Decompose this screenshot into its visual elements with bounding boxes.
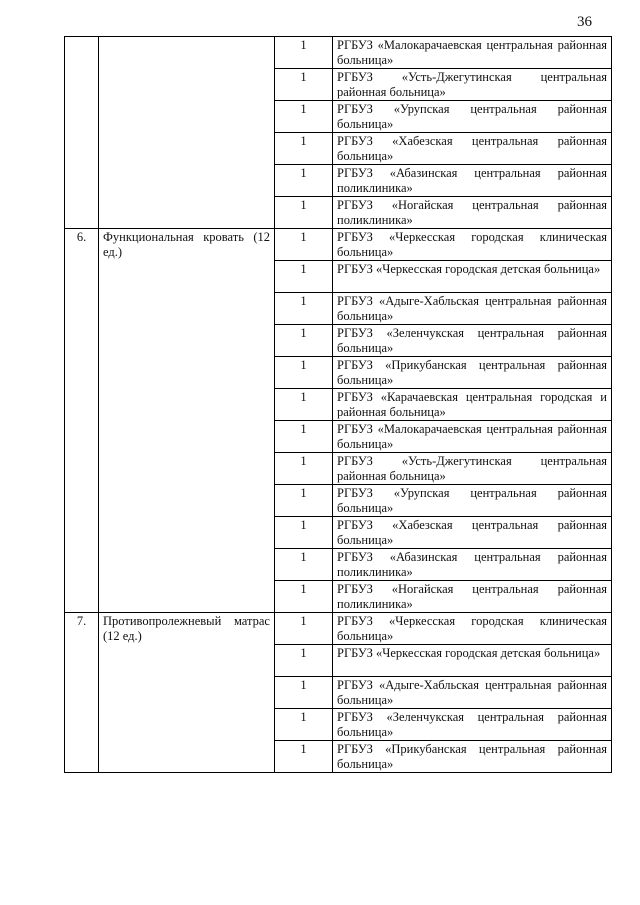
table-row xyxy=(65,613,612,645)
organization-cell: РГБУЗ «Прикубанская центральная районная больница» xyxy=(333,741,612,773)
quantity-cell: 1 xyxy=(275,453,333,485)
quantity-cell: 1 xyxy=(275,197,333,229)
item-number-cell: 6. xyxy=(65,229,99,613)
quantity-cell: 1 xyxy=(275,133,333,165)
quantity-cell: 1 xyxy=(275,517,333,549)
organization-cell: РГБУЗ «Усть-Джегутинская центральная районная больница» xyxy=(333,453,612,485)
quantity-cell: 1 xyxy=(275,741,333,773)
quantity-cell: 1 xyxy=(275,549,333,581)
table-row xyxy=(65,37,612,69)
item-number-cell: 7. xyxy=(65,613,99,773)
organization-cell: РГБУЗ «Малокарачаевская центральная районная больница» xyxy=(333,421,612,453)
quantity-cell: 1 xyxy=(275,357,333,389)
equipment-name-cell: Противопролежневый матрас (12 ед.) xyxy=(99,613,275,773)
organization-cell: РГБУЗ «Урупская центральная районная больница» xyxy=(333,101,612,133)
quantity-cell: 1 xyxy=(275,421,333,453)
organization-cell: РГБУЗ «Абазинская центральная районная поликлиника» xyxy=(333,549,612,581)
organization-cell: РГБУЗ «Хабезская центральная районная больница» xyxy=(333,517,612,549)
quantity-cell: 1 xyxy=(275,581,333,613)
equipment-name-cell xyxy=(99,37,275,229)
organization-cell: РГБУЗ «Адыге-Хабльская центральная районная больница» xyxy=(333,293,612,325)
quantity-cell: 1 xyxy=(275,709,333,741)
quantity-cell: 1 xyxy=(275,101,333,133)
quantity-cell: 1 xyxy=(275,293,333,325)
organization-cell: РГБУЗ «Усть-Джегутинская центральная районная больница» xyxy=(333,69,612,101)
organization-cell: РГБУЗ «Зеленчукская центральная районная больница» xyxy=(333,325,612,357)
organization-cell: РГБУЗ «Адыге-Хабльская центральная районная больница» xyxy=(333,677,612,709)
organization-cell: РГБУЗ «Прикубанская центральная районная больница» xyxy=(333,357,612,389)
quantity-cell: 1 xyxy=(275,165,333,197)
organization-cell: РГБУЗ «Черкесская городская клиническая больница» xyxy=(333,613,612,645)
organization-cell: РГБУЗ «Малокарачаевская центральная районная больница» xyxy=(333,37,612,69)
equipment-distribution-table xyxy=(64,36,612,773)
organization-cell: РГБУЗ «Черкесская городская детская больница» xyxy=(333,645,612,677)
organization-cell: РГБУЗ «Абазинская центральная районная поликлиника» xyxy=(333,165,612,197)
quantity-cell: 1 xyxy=(275,261,333,293)
quantity-cell: 1 xyxy=(275,613,333,645)
table-row xyxy=(65,229,612,261)
organization-cell: РГБУЗ «Зеленчукская центральная районная больница» xyxy=(333,709,612,741)
quantity-cell: 1 xyxy=(275,325,333,357)
organization-cell: РГБУЗ «Черкесская городская клиническая больница» xyxy=(333,229,612,261)
organization-cell: РГБУЗ «Черкесская городская детская больница» xyxy=(333,261,612,293)
organization-cell: РГБУЗ «Ногайская центральная районная поликлиника» xyxy=(333,581,612,613)
item-number-cell xyxy=(65,37,99,229)
equipment-name-cell: Функциональная кровать (12 ед.) xyxy=(99,229,275,613)
quantity-cell: 1 xyxy=(275,229,333,261)
organization-cell: РГБУЗ «Ногайская центральная районная поликлиника» xyxy=(333,197,612,229)
quantity-cell: 1 xyxy=(275,389,333,421)
page-number: 36 xyxy=(577,14,592,30)
table-body xyxy=(65,37,612,773)
quantity-cell: 1 xyxy=(275,37,333,69)
organization-cell: РГБУЗ «Хабезская центральная районная больница» xyxy=(333,133,612,165)
quantity-cell: 1 xyxy=(275,645,333,677)
quantity-cell: 1 xyxy=(275,69,333,101)
organization-cell: РГБУЗ «Урупская центральная районная больница» xyxy=(333,485,612,517)
quantity-cell: 1 xyxy=(275,485,333,517)
organization-cell: РГБУЗ «Карачаевская центральная городская и районная больница» xyxy=(333,389,612,421)
quantity-cell: 1 xyxy=(275,677,333,709)
